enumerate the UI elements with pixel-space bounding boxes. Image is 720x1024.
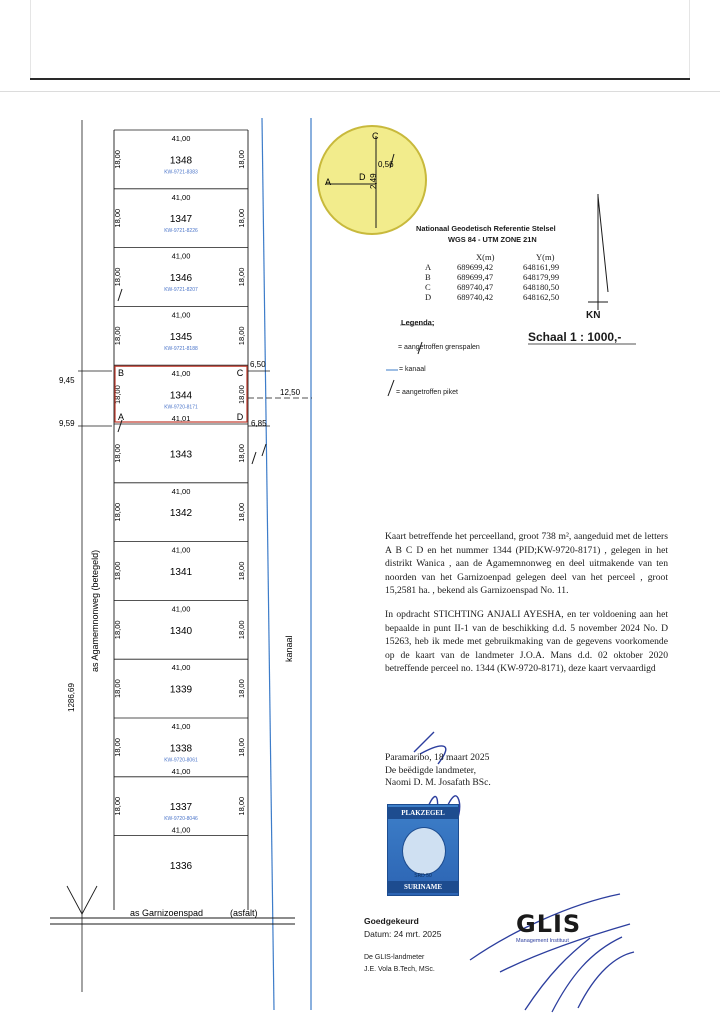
parcel-top-width: 41,00 [171,251,191,261]
parcel-left-depth: 18,00 [113,796,122,816]
parcel-top-width: 41,00 [171,604,191,614]
dim-right-top: 6,50 [250,360,266,369]
parcel-right-depth: 18,00 [237,738,246,757]
canal-line-left [262,118,274,1010]
parcel-code: KW-9721-8226 [164,228,198,235]
parcel-top-width: 41,00 [171,663,191,673]
inset-value-056: 0,56 [378,160,394,169]
approval-role: De GLIS-landmeter [364,954,425,961]
parcel-code: KW-9720-8061 [164,757,198,764]
map-title-line2: WGS 84 - UTM ZONE 21N [448,235,537,244]
corner-label-c: C [236,368,244,379]
coord-cell-x: 689699,47 [457,272,494,282]
signoff-name: Naomi D. M. Josafath BSc. [385,777,491,788]
parcel-right-depth: 18,00 [237,385,246,404]
legend-item-grenspalen: = aangetroffen grenspalen [398,344,480,351]
parcel-left-depth: 18,00 [113,679,122,698]
coord-cell-y: 648180,50 [523,282,560,292]
corner-label-a: A [117,412,125,422]
parcel-left-depth: 18,00 [113,267,122,287]
dim-left-bottom: 9,59 [59,419,75,428]
parcel-left-depth: 18,00 [113,561,122,581]
stamp-bottom-text: SURINAME [388,881,458,893]
coord-cell-label: D [425,292,432,302]
coord-cell-label: B [425,272,431,282]
coord-cell-x: 689740,42 [457,292,494,302]
parcel-code: KW-9721-8383 [164,169,198,176]
grenspaal-marker-icon [252,452,256,464]
approval-name: J.E. Vola B.Tech, MSc. [364,966,435,973]
legend-item-kanaal: = kanaal [399,366,426,373]
previous-page-edge-right [689,0,690,80]
parcel-number: 1344 [169,390,193,402]
scale-text: Schaal 1 : 1000,- [528,330,622,344]
parcel-code: KW-9721-8207 [164,287,198,293]
parcel-top-width: 41,00 [171,134,191,143]
parcel-code: KW-9720-8046 [164,816,198,823]
map-title-line1: Nationaal Geodetisch Referentie Stelsel [416,224,556,233]
grenspaal-marker-icon [262,444,266,456]
parcel-right-depth: 18,00 [237,502,246,522]
parcel-number: 1348 [169,155,193,167]
bottom-road-name: as Garnizoenspad [130,908,204,918]
coord-cell-label: C [425,282,431,292]
plakzegel-stamp [387,804,459,896]
parcel-number: 1341 [169,567,193,578]
north-arrow-icon [588,194,608,310]
approval-date: Datum: 24 mrt. 2025 [364,929,442,939]
coord-header-y: Y(m) [536,252,555,262]
parcel-left-depth: 18,00 [113,208,122,228]
parcel-left-depth: 18,00 [113,385,122,404]
parcel-layer [113,130,266,910]
parcel-right-depth: 18,00 [237,267,246,287]
signoff-place-date: Paramaribo, 18 maart 2025 [385,752,490,763]
parcel-top-width: 41,00 [171,192,191,202]
parcel-top-width: 41,00 [171,310,191,320]
dim-canal-width: 12,50 [280,388,301,397]
legend-item-piket: = aangetroffen piket [396,389,458,396]
road-label-agamemnonweg: as Agamemnonweg (betegeld) [90,549,100,672]
parcel-number: 1345 [169,331,193,343]
corner-label-b: B [117,368,125,379]
previous-page-edge-left [30,0,31,80]
parcel-bottom-width: 41,01 [171,414,191,423]
coat-of-arms-icon [402,827,446,875]
coord-cell-label: A [425,262,432,272]
coord-cell-y: 648179,99 [523,272,560,282]
dim-right-bottom: 6,85 [251,419,267,428]
glis-logo-sub: Management Instituut [516,938,569,944]
coord-header-x: X(m) [476,252,495,262]
inset-value-249: 2,49 [369,173,378,189]
description-paragraph-1: Kaart betreffende het perceelland, groot 738 m², aangeduid met de letters A B C D en het nummer 1344 (PID;KW-9720-8171) , gelegen in het distrikt Wanica , aan de Agamemnonweg en deel uitmakende van ten noorden van het Garnizoenpad gelegen deel van het perceel , groot 15,2581 ha. , bekend als Garnizoenspad No. 11. [385,531,668,597]
parcel-number: 1338 [169,743,193,755]
parcel-right-depth: 18,00 [237,679,246,698]
parcel-bottom-width: 41,00 [171,825,191,835]
parcel-right-depth: 18,00 [237,620,246,640]
stamp-top-text: PLAKZEGEL [388,807,458,819]
piket-icon [388,380,394,396]
parcel-number: 1337 [169,802,193,814]
viewer-top-bar [0,0,720,92]
inset-label-c: C [372,131,379,141]
parcel-number: 1339 [169,684,193,696]
parcel-right-depth: 18,00 [237,326,246,346]
dim-left-top: 9,45 [59,376,75,385]
grenspaal-marker-icon [118,289,122,301]
parcel-code: KW-9720-8171 [164,404,198,411]
surveyor-signoff [385,752,491,790]
parcel-left-depth: 18,00 [113,620,122,640]
parcel-left-depth: 18,00 [113,502,122,522]
approval-title: Goedgekeurd [364,916,419,926]
parcel-bottom-width: 41,00 [171,766,191,776]
parcel-left-depth: 18,00 [113,444,122,463]
north-label: KN [586,310,601,321]
inset-label-a: A [325,177,332,187]
coord-cell-y: 648162,50 [523,292,560,302]
survey-map-sheet [30,92,690,1024]
parcel-top-width: 41,00 [171,486,191,496]
parcel-left-depth: 18,00 [113,150,122,169]
glis-logo: GLIS [516,910,582,938]
parcel-code: KW-9721-8188 [164,345,198,352]
parcel-top-width: 41,00 [171,545,191,555]
parcel-top-width: 41,00 [171,722,191,731]
parcel-top-width: 41,00 [171,369,191,379]
inset-label-d: D [359,172,366,182]
parcel-right-depth: 18,00 [237,561,246,581]
coord-cell-y: 648161,99 [523,262,560,272]
description-paragraph-2: In opdracht STICHTING ANJALI AYESHA, en ter voldoening aan het bepaalde in punt II-1 van de beschikking d.d. 5 november 2024 No. D 15263, heb ik mede met gebruikmaking van de gegevens voorkomende op de kaart van de landmeter J.O.A. Mans d.d. 02 oktober 2020 betreffende perceel no. 1344 (KW-9720-8171), deze kaart vervaardigd [385,608,668,675]
description-text [385,530,668,686]
corner-label-d: D [236,412,244,422]
parcel-number: 1347 [169,214,193,226]
coord-cell-x: 689699,42 [457,262,494,272]
canal-label: kanaal [284,635,294,662]
previous-page-bottom-border [30,78,690,80]
dim-total-length: 1286,69 [67,683,76,712]
parcel-left-depth: 18,00 [113,738,122,757]
parcel-number: 1346 [169,273,193,284]
parcel-number: 1343 [169,449,193,461]
coord-cell-x: 689740,47 [457,282,494,292]
parcel-number: 1340 [169,625,193,637]
parcel-number: 1336 [169,861,193,872]
parcel-number: 1342 [169,508,193,520]
legend-title: Legenda; [401,318,435,327]
parcel-right-depth: 18,00 [237,796,246,816]
bottom-road-surface: (asfalt) [230,908,258,918]
signoff-role: De beëdigde landmeter, [385,764,476,776]
parcel-left-depth: 18,00 [113,326,122,346]
parcel-right-depth: 18,00 [237,150,246,169]
parcel-right-depth: 18,00 [237,208,246,228]
parcel-right-depth: 18,00 [237,444,246,463]
stamp-value: SRD 50 [414,873,432,879]
